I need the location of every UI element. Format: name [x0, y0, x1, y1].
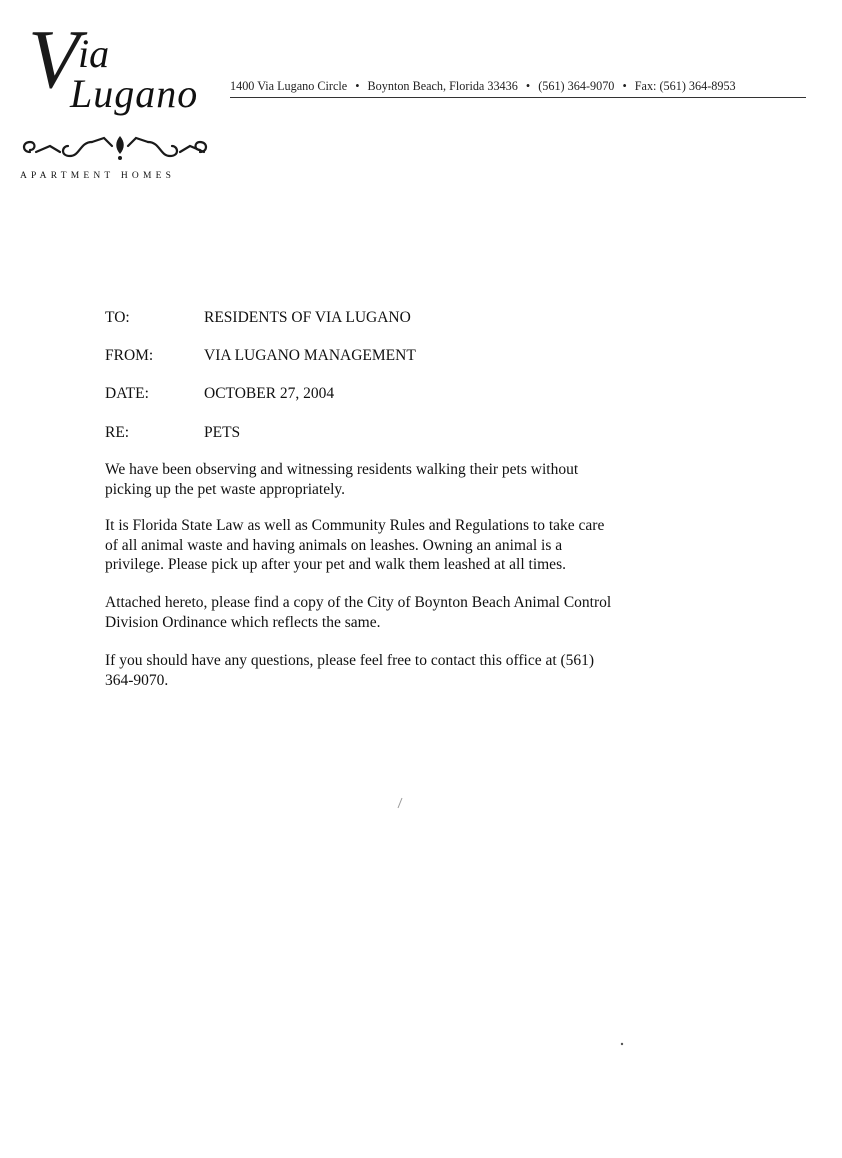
memo-from-row	[105, 347, 416, 365]
memo-to-row	[105, 309, 411, 327]
logo-letter-v: V	[28, 13, 80, 106]
memo-from-value: VIA LUGANO MANAGEMENT	[204, 347, 416, 364]
text-line: picking up the pet waste appropriately.	[105, 480, 346, 498]
text-line: 364-9070.	[105, 671, 169, 689]
street-address: 1400 Via Lugano Circle	[230, 79, 348, 93]
memo-re-value: PETS	[204, 424, 241, 441]
city-state-zip: Boynton Beach, Florida 33436	[367, 79, 518, 93]
text-line: Attached hereto, please find a copy of the City of Boynton Beach Animal Control	[105, 594, 612, 611]
memo-from-label: FROM:	[105, 347, 154, 364]
bullet-separator: •	[525, 79, 531, 93]
text-line: Division Ordinance which reflects the same.	[105, 613, 381, 631]
letterhead-rule	[230, 97, 806, 98]
body-paragraph-1	[105, 460, 725, 499]
body-paragraph-4	[105, 651, 725, 690]
text-line: of all animal waste and having animals on leashes. Owning an animal is a	[105, 536, 563, 554]
fax-number: Fax: (561) 364-8953	[634, 79, 736, 93]
text-line: privilege. Please pick up after your pet and walk them leashed at all times.	[105, 556, 566, 573]
body-paragraph-2	[105, 516, 725, 575]
logo-subtitle: APARTMENT HOMES	[20, 171, 176, 181]
scroll-ornament-icon	[20, 134, 210, 162]
via-lugano-logo	[20, 13, 220, 181]
body-paragraph-3	[105, 593, 725, 632]
phone-number: (561) 364-9070	[538, 79, 615, 93]
memo-date-label: DATE:	[105, 385, 149, 402]
bullet-separator: •	[622, 79, 627, 93]
memo-date-value: OCTOBER 27, 2004	[204, 385, 335, 402]
bullet-separator: •	[355, 79, 360, 93]
memo-date-row	[105, 385, 334, 403]
memo-to-value: RESIDENTS OF VIA LUGANO	[204, 309, 411, 326]
memo-re-label: RE:	[105, 424, 130, 441]
scan-speck-icon	[620, 1042, 624, 1046]
text-line: It is Florida State Law as well as Community Rules and Regulations to take care	[105, 517, 605, 534]
memo-re-row	[105, 424, 240, 442]
text-line: We have been observing and witnessing residents walking their pets without	[105, 461, 579, 478]
scan-mark-icon	[396, 797, 404, 809]
letterhead-contact-line	[230, 79, 736, 94]
text-line: If you should have any questions, please feel free to contact this office at (561)	[105, 652, 595, 669]
logo-letters-ia: ia	[78, 31, 110, 76]
logo-word-lugano: Lugano	[70, 71, 199, 116]
memo-to-label: TO:	[105, 309, 130, 326]
